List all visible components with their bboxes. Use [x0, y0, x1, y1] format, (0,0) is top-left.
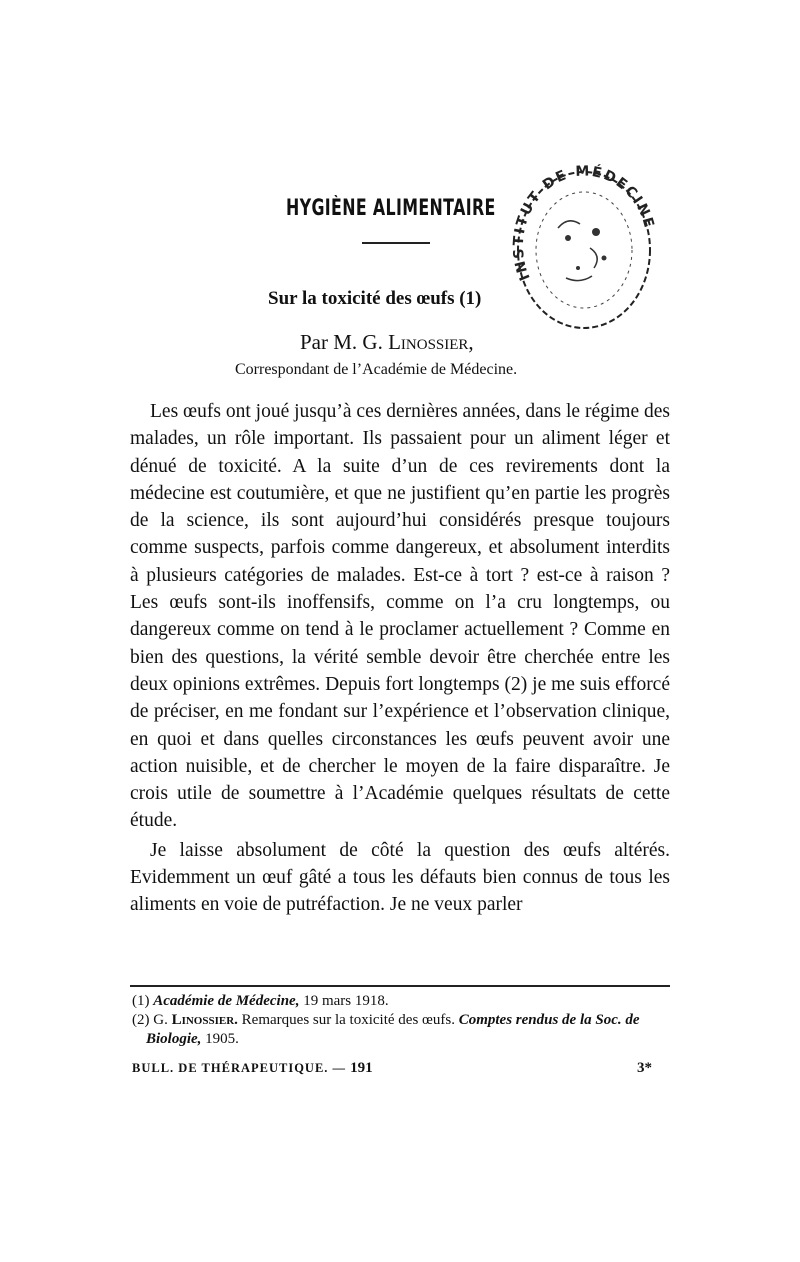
footnotes	[132, 992, 672, 1049]
byline-prefix: Par M. G.	[300, 330, 389, 354]
author-affiliation: Correspondant de l’Académie de Médecine.	[235, 361, 518, 378]
svg-text:INSTITUT DE MÉDECINE	[511, 163, 657, 283]
title-divider	[362, 242, 430, 244]
article-body	[130, 398, 670, 919]
footnote-2: (2) G. Linossier. Remarques sur la toxicité des œufs. Comptes rendus de la Soc. de Biologie, 1905.	[132, 1012, 640, 1047]
page-number: 191	[350, 1060, 373, 1076]
footnote-divider	[130, 985, 670, 987]
author-name: Linossier,	[388, 330, 474, 354]
signature-mark: 3*	[637, 1060, 652, 1076]
stamp-text: INSTITUT DE MÉDECINE	[510, 163, 658, 283]
paragraph-1: Les œufs ont joué jusqu’à ces dernières années, dans le régime des malades, un rôle important. Ils passaient pour un aliment léger et dénué de toxicité. A la suite d’un de ces revirements dont la médecine est coutumière, et que ne justifient qu’en partie les progrès de la science, ils sont aujourd’hui considérés presque toujours comme suspects, parfois comme dangereux, et absolument interdits à plusieurs catégories de malades. Est-ce à tort ? est-ce à raison ? Les œufs sont-ils inoffensifs, comme on l’a cru longtemps, ou dangereux comme on tend à le proclamer actuellement ? Comme en bien des questions, la vérité semble devoir être cherchée entre les deux opinions extrêmes. Depuis fort longtemps (2) je me suis efforcé de préciser, en me fondant sur l’expérience et l’observation clinique, en quoi et dans quelles circonstances les œufs peuvent avoir une action nuisible, et de chercher le moyen de la faire disparaître. Je crois utile de soumettre à l’Académie quelques résultats de cette étude.	[130, 401, 670, 832]
page-footer	[132, 1060, 652, 1077]
byline	[300, 330, 474, 355]
article-title: Sur la toxicité des œufs (1)	[268, 288, 482, 309]
paragraph-2: Je laisse absolument de côté la question des œufs altérés. Evidemment un œuf gâté a tous les défauts bien connus de tous les aliments en voie de putréfaction. Je ne veux parler	[130, 839, 670, 916]
running-footer: BULL. DE THÉRAPEUTIQUE. —	[132, 1061, 347, 1075]
section-title: HYGIÈNE ALIMENTAIRE	[286, 196, 496, 221]
footnote-1: (1) Académie de Médecine, 19 mars 1918.	[132, 993, 389, 1009]
library-stamp	[508, 158, 660, 338]
